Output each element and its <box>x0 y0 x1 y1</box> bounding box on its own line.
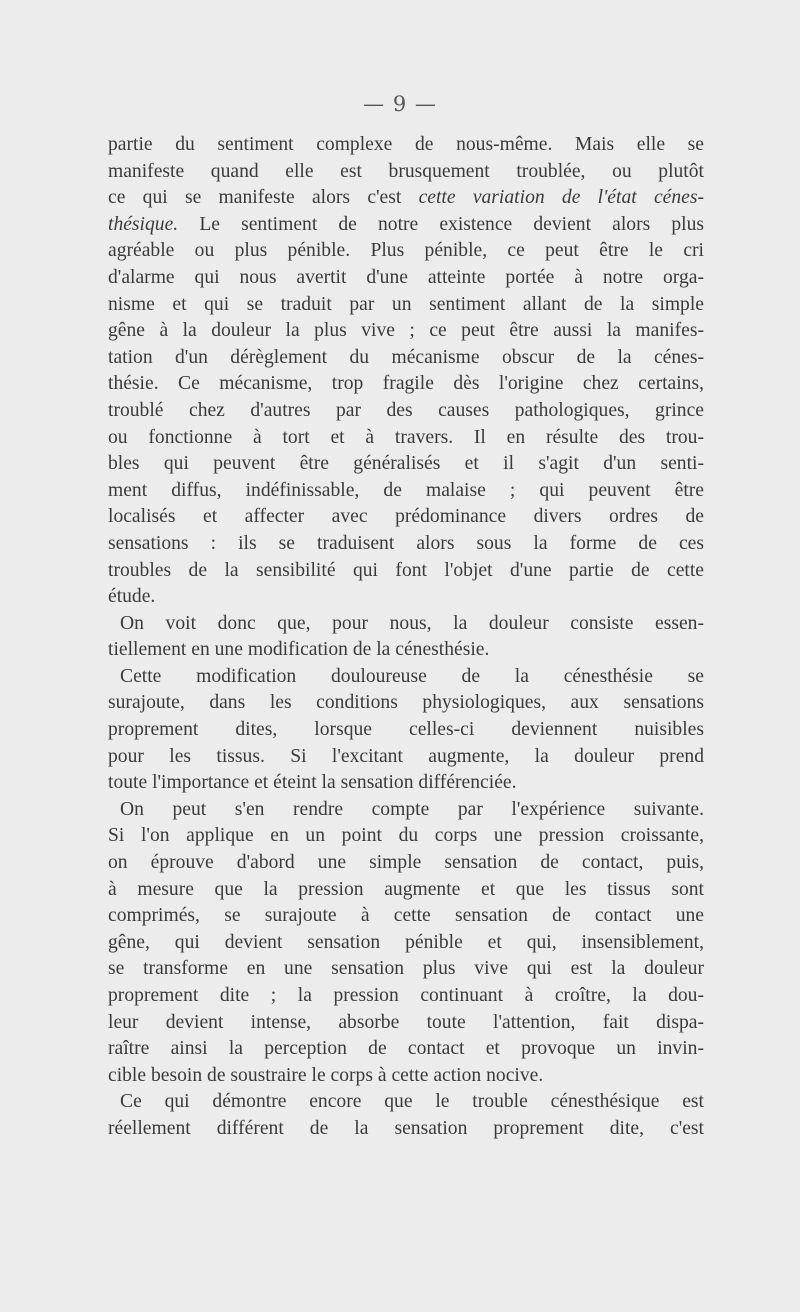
text-line <box>108 717 704 744</box>
paragraph <box>108 664 704 797</box>
text-run: nisme et qui se traduit par un sentiment allant de la simple <box>108 293 704 315</box>
text-run: bles qui peuvent être généralisés et il s'agit d'un senti- <box>108 453 704 475</box>
body-text <box>108 132 704 1143</box>
text-run: manifeste quand elle est brusquement troublée, ou plutôt <box>108 160 704 182</box>
text-run: partie du sentiment complexe de nous-même. Mais elle se <box>108 134 704 155</box>
text-run: gêne à la douleur la plus vive ; ce peut être aussi la manifes- <box>108 320 704 342</box>
text-line <box>108 637 704 664</box>
text-line <box>108 265 704 292</box>
italic-text: thésique. <box>108 213 179 235</box>
text-run: leur devient intense, absorbe toute l'attention, fait dispa- <box>108 1011 704 1033</box>
text-run: toute l'importance et éteint la sensation différenciée. <box>108 772 517 794</box>
text-line <box>108 983 704 1010</box>
text-run: on éprouve d'abord une simple sensation de contact, puis, <box>108 852 704 874</box>
text-line <box>108 478 704 505</box>
italic-text: cette variation de l'état cénes- <box>418 187 704 209</box>
text-run: ce qui se manifeste alors c'est <box>108 187 419 209</box>
text-run: réellement différent de la sensation proprement dite, c'est <box>108 1117 704 1139</box>
text-run: surajoute, dans les conditions physiologiques, aux sensations <box>108 692 704 714</box>
paragraph <box>108 1089 704 1142</box>
text-line <box>108 664 704 691</box>
text-line <box>108 558 704 585</box>
text-line <box>108 1089 704 1116</box>
text-run: agréable ou plus pénible. Plus pénible, ce peut être le cri <box>108 240 704 262</box>
text-run: cible besoin de soustraire le corps à cette action nocive. <box>108 1064 544 1086</box>
text-line <box>108 744 704 771</box>
text-line <box>108 690 704 717</box>
text-line <box>108 1010 704 1037</box>
text-run: comprimés, se surajoute à cette sensation de contact une <box>108 905 704 927</box>
text-run: d'alarme qui nous avertit d'une atteinte portée à notre orga- <box>108 266 704 288</box>
text-line <box>108 850 704 877</box>
text-line <box>108 318 704 345</box>
text-run: Cette modification douloureuse de la cénesthésie se <box>120 665 704 687</box>
text-line <box>108 797 704 824</box>
text-run: Le sentiment de notre existence devient alors plus <box>178 213 704 235</box>
text-run: sensations : ils se traduisent alors sous la forme de ces <box>108 532 704 554</box>
text-line <box>108 823 704 850</box>
text-run: tiellement en une modification de la cénesthésie. <box>108 639 490 661</box>
text-line <box>108 132 704 159</box>
text-run: troublé chez d'autres par des causes pathologiques, grince <box>108 399 704 421</box>
text-line <box>108 770 704 797</box>
text-line <box>108 903 704 930</box>
text-run: Si l'on applique en un point du corps une pression croissante, <box>108 825 704 847</box>
text-run: à mesure que la pression augmente et que les tissus sont <box>108 878 704 900</box>
text-line <box>108 371 704 398</box>
text-line <box>108 212 704 239</box>
text-line <box>108 451 704 478</box>
text-line <box>108 1063 704 1090</box>
text-line <box>108 238 704 265</box>
text-run: localisés et affecter avec prédominance divers ordres de <box>108 506 704 528</box>
page-number: — 9 — <box>363 92 437 116</box>
text-run: proprement dites, lorsque celles-ci deviennent nuisibles <box>108 719 704 741</box>
text-run: On voit donc que, pour nous, la douleur consiste essen- <box>120 612 704 634</box>
text-run: proprement dite ; la pression continuant à croître, la dou- <box>108 985 704 1006</box>
text-line <box>108 159 704 186</box>
text-line <box>108 877 704 904</box>
text-line <box>108 292 704 319</box>
text-line <box>108 504 704 531</box>
paragraph <box>108 132 704 611</box>
text-run: troubles de la sensibilité qui font l'objet d'une partie de cette <box>108 559 704 581</box>
text-line <box>108 398 704 425</box>
paragraph <box>108 611 704 664</box>
text-line <box>108 185 704 212</box>
text-line <box>108 611 704 638</box>
text-run: ou fonctionne à tort et à travers. Il en résulte des trou- <box>108 426 704 448</box>
text-line <box>108 1036 704 1063</box>
text-run: raître ainsi la perception de contact et provoque un invin- <box>108 1038 704 1060</box>
text-run: étude. <box>108 586 156 608</box>
text-run: gêne, qui devient sensation pénible et qui, insensiblement, <box>108 931 704 953</box>
text-line <box>108 930 704 957</box>
text-run: tation d'un dérèglement du mécanisme obscur de la cénes- <box>108 346 704 368</box>
text-line <box>108 956 704 983</box>
text-line <box>108 1116 704 1143</box>
text-run: pour les tissus. Si l'excitant augmente, la douleur prend <box>108 745 704 767</box>
text-line <box>108 584 704 611</box>
text-run: ment diffus, indéfinissable, de malaise ; qui peuvent être <box>108 479 704 501</box>
text-line <box>108 345 704 372</box>
text-run: thésie. Ce mécanisme, trop fragile dès l'origine chez certains, <box>108 373 704 395</box>
text-line <box>108 425 704 452</box>
text-run: se transforme en une sensation plus vive qui est la douleur <box>108 958 704 980</box>
paragraph <box>108 797 704 1090</box>
text-run: On peut s'en rendre compte par l'expérience suivante. <box>120 798 704 820</box>
text-run: Ce qui démontre encore que le trouble cénesthésique est <box>120 1091 704 1113</box>
text-line <box>108 531 704 558</box>
